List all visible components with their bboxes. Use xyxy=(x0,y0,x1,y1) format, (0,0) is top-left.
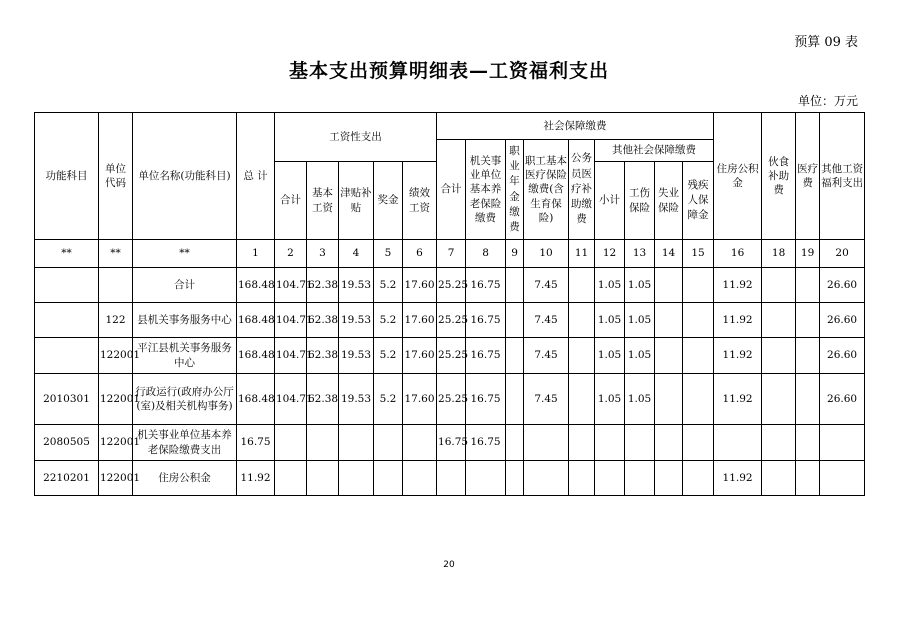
index-cell: 18 xyxy=(762,240,796,268)
unit-code-cell: 122 xyxy=(99,303,133,338)
medical-cell xyxy=(524,461,569,496)
civil-medical-cell xyxy=(569,461,595,496)
func-code-cell: 2210201 xyxy=(35,461,99,496)
basic-wage-cell xyxy=(307,461,339,496)
other-welfare-cell: 26.60 xyxy=(820,268,865,303)
housing-cell: 11.92 xyxy=(714,461,762,496)
index-cell: 19 xyxy=(796,240,820,268)
medical-cell: 7.45 xyxy=(524,268,569,303)
housing-cell xyxy=(714,425,762,461)
performance-cell: 17.60 xyxy=(403,268,437,303)
basic-wage-cell: 62.38 xyxy=(307,338,339,374)
hdr-performance: 绩效工资 xyxy=(403,162,437,240)
meal-cell xyxy=(762,461,796,496)
func-code-cell xyxy=(35,338,99,374)
hdr-annuity xyxy=(506,140,524,240)
index-cell: 14 xyxy=(655,240,683,268)
performance-cell xyxy=(403,425,437,461)
med-fee-cell xyxy=(796,461,820,496)
other-subtotal-cell: 1.05 xyxy=(595,303,625,338)
hdr-annuity-text: 职业年金缴费 xyxy=(509,144,520,233)
index-cell: 11 xyxy=(569,240,595,268)
hdr-wage-subtotal: 合计 xyxy=(275,162,307,240)
table-row xyxy=(35,374,865,425)
func-code-cell xyxy=(35,268,99,303)
unit-code-cell: 122001 xyxy=(99,338,133,374)
annuity-cell xyxy=(506,425,524,461)
meal-cell xyxy=(762,425,796,461)
table-row xyxy=(35,268,865,303)
injury-cell: 1.05 xyxy=(625,303,655,338)
hdr-housing: 住房公积金 xyxy=(714,113,762,240)
social-subtotal-cell: 16.75 xyxy=(437,425,466,461)
other-welfare-cell: 26.60 xyxy=(820,338,865,374)
injury-cell xyxy=(625,461,655,496)
unit-name-cell: 县机关事务服务中心 xyxy=(133,303,237,338)
other-welfare-cell xyxy=(820,425,865,461)
allowance-cell: 19.53 xyxy=(339,374,374,425)
basic-wage-cell xyxy=(307,425,339,461)
pension-cell xyxy=(466,461,506,496)
hdr-social-group: 社会保障缴费 xyxy=(437,113,714,140)
index-cell: 13 xyxy=(625,240,655,268)
disability-cell xyxy=(683,268,714,303)
hdr-wage-group: 工资性支出 xyxy=(275,113,437,162)
med-fee-cell xyxy=(796,268,820,303)
hdr-social-subtotal: 合计 xyxy=(437,140,466,240)
medical-cell: 7.45 xyxy=(524,374,569,425)
hdr-disability xyxy=(683,162,714,240)
civil-medical-cell xyxy=(569,268,595,303)
func-code-cell: 2010301 xyxy=(35,374,99,425)
disability-cell xyxy=(683,461,714,496)
wage-subtotal-cell: 104.71 xyxy=(275,303,307,338)
table-row xyxy=(35,461,865,496)
unit-label: 单位：万元 xyxy=(797,94,858,108)
index-cell: 15 xyxy=(683,240,714,268)
wage-subtotal-cell: 104.71 xyxy=(275,338,307,374)
injury-cell: 1.05 xyxy=(625,268,655,303)
disability-cell xyxy=(683,425,714,461)
medical-cell: 7.45 xyxy=(524,338,569,374)
wage-subtotal-cell xyxy=(275,461,307,496)
wage-subtotal-cell: 104.71 xyxy=(275,268,307,303)
medical-cell xyxy=(524,425,569,461)
budget-table xyxy=(34,112,865,496)
unit-name-cell: 住房公积金 xyxy=(133,461,237,496)
meal-cell xyxy=(762,303,796,338)
social-subtotal-cell: 25.25 xyxy=(437,268,466,303)
hdr-bonus: 奖金 xyxy=(374,162,403,240)
housing-cell: 11.92 xyxy=(714,374,762,425)
total-cell: 168.48 xyxy=(237,268,275,303)
hdr-disability-text: 残疾人保障金 xyxy=(687,178,709,222)
unemployment-cell xyxy=(655,374,683,425)
med-fee-cell xyxy=(796,374,820,425)
disability-cell xyxy=(683,374,714,425)
hdr-injury: 工伤保险 xyxy=(625,162,655,240)
performance-cell: 17.60 xyxy=(403,338,437,374)
other-welfare-cell xyxy=(820,461,865,496)
hdr-basic-wage: 基本工资 xyxy=(307,162,339,240)
hdr-total: 总 计 xyxy=(237,113,275,240)
unit-code-cell: 122001 xyxy=(99,374,133,425)
performance-cell: 17.60 xyxy=(403,303,437,338)
bonus-cell: 5.2 xyxy=(374,303,403,338)
hdr-allowance: 津贴补贴 xyxy=(339,162,374,240)
disability-cell xyxy=(683,338,714,374)
unit-code-cell: 122001 xyxy=(99,461,133,496)
performance-cell: 17.60 xyxy=(403,374,437,425)
annuity-cell xyxy=(506,338,524,374)
other-subtotal-cell: 1.05 xyxy=(595,338,625,374)
bonus-cell: 5.2 xyxy=(374,374,403,425)
hdr-medical: 职工基本医疗保险缴费(含生育保险) xyxy=(524,140,569,240)
index-cell: 16 xyxy=(714,240,762,268)
allowance-cell: 19.53 xyxy=(339,338,374,374)
bonus-cell: 5.2 xyxy=(374,338,403,374)
hdr-other-subtotal: 小计 xyxy=(595,162,625,240)
hdr-civil-medical xyxy=(569,140,595,240)
wage-subtotal-cell xyxy=(275,425,307,461)
index-cell: ** xyxy=(99,240,133,268)
unemployment-cell xyxy=(655,425,683,461)
annuity-cell xyxy=(506,461,524,496)
allowance-cell xyxy=(339,461,374,496)
index-cell: 4 xyxy=(339,240,374,268)
hdr-meal: 伙食补助费 xyxy=(762,113,796,240)
unemployment-cell xyxy=(655,303,683,338)
bonus-cell xyxy=(374,425,403,461)
housing-cell: 11.92 xyxy=(714,338,762,374)
unit-name-cell: 行政运行(政府办公厅(室)及相关机构事务) xyxy=(133,374,237,425)
medical-cell: 7.45 xyxy=(524,303,569,338)
injury-cell: 1.05 xyxy=(625,374,655,425)
pension-cell: 16.75 xyxy=(466,374,506,425)
bonus-cell: 5.2 xyxy=(374,268,403,303)
civil-medical-cell xyxy=(569,374,595,425)
allowance-cell xyxy=(339,425,374,461)
index-cell: 3 xyxy=(307,240,339,268)
hdr-other-welfare: 其他工资福利支出 xyxy=(820,113,865,240)
other-subtotal-cell: 1.05 xyxy=(595,374,625,425)
index-cell: ** xyxy=(133,240,237,268)
civil-medical-cell xyxy=(569,425,595,461)
pension-cell: 16.75 xyxy=(466,303,506,338)
index-cell: 20 xyxy=(820,240,865,268)
page-number: 20 xyxy=(443,560,455,570)
meal-cell xyxy=(762,374,796,425)
hdr-other-social-group: 其他社会保障缴费 xyxy=(595,140,714,162)
hdr-func-code: 功能科目 xyxy=(35,113,99,240)
total-cell: 168.48 xyxy=(237,338,275,374)
func-code-cell xyxy=(35,303,99,338)
social-subtotal-cell: 25.25 xyxy=(437,374,466,425)
table-row xyxy=(35,338,865,374)
meal-cell xyxy=(762,268,796,303)
pension-cell: 16.75 xyxy=(466,338,506,374)
bonus-cell xyxy=(374,461,403,496)
basic-wage-cell: 62.38 xyxy=(307,303,339,338)
civil-medical-cell xyxy=(569,303,595,338)
injury-cell xyxy=(625,425,655,461)
other-subtotal-cell: 1.05 xyxy=(595,268,625,303)
index-cell: 5 xyxy=(374,240,403,268)
index-cell: 9 xyxy=(506,240,524,268)
meal-cell xyxy=(762,338,796,374)
other-welfare-cell: 26.60 xyxy=(820,374,865,425)
wage-subtotal-cell: 104.71 xyxy=(275,374,307,425)
housing-cell: 11.92 xyxy=(714,268,762,303)
hdr-civil-medical-text: 公务员医疗补助缴费 xyxy=(571,152,593,226)
index-cell: 1 xyxy=(237,240,275,268)
total-cell: 168.48 xyxy=(237,374,275,425)
table-index-row xyxy=(35,240,865,268)
performance-cell xyxy=(403,461,437,496)
housing-cell: 11.92 xyxy=(714,303,762,338)
index-cell: 2 xyxy=(275,240,307,268)
index-cell: ** xyxy=(35,240,99,268)
index-cell: 7 xyxy=(437,240,466,268)
index-cell: 6 xyxy=(403,240,437,268)
social-subtotal-cell: 25.25 xyxy=(437,338,466,374)
basic-wage-cell: 62.38 xyxy=(307,268,339,303)
hdr-unemployment: 失业保险 xyxy=(655,162,683,240)
basic-wage-cell: 62.38 xyxy=(307,374,339,425)
disability-cell xyxy=(683,303,714,338)
other-subtotal-cell xyxy=(595,461,625,496)
table-body xyxy=(35,268,865,496)
hdr-med-fee: 医疗费 xyxy=(796,113,820,240)
unemployment-cell xyxy=(655,338,683,374)
injury-cell: 1.05 xyxy=(625,338,655,374)
form-number: 预算 09 表 xyxy=(794,35,858,50)
index-cell: 8 xyxy=(466,240,506,268)
med-fee-cell xyxy=(796,303,820,338)
social-subtotal-cell xyxy=(437,461,466,496)
allowance-cell: 19.53 xyxy=(339,268,374,303)
unit-name-cell: 机关事业单位基本养老保险缴费支出 xyxy=(133,425,237,461)
index-cell: 12 xyxy=(595,240,625,268)
annuity-cell xyxy=(506,303,524,338)
total-cell: 168.48 xyxy=(237,303,275,338)
pension-cell: 16.75 xyxy=(466,425,506,461)
index-cell: 10 xyxy=(524,240,569,268)
civil-medical-cell xyxy=(569,338,595,374)
annuity-cell xyxy=(506,268,524,303)
table-header xyxy=(35,113,865,240)
unit-code-cell xyxy=(99,268,133,303)
allowance-cell: 19.53 xyxy=(339,303,374,338)
other-subtotal-cell xyxy=(595,425,625,461)
annuity-cell xyxy=(506,374,524,425)
other-welfare-cell: 26.60 xyxy=(820,303,865,338)
func-code-cell: 2080505 xyxy=(35,425,99,461)
unemployment-cell xyxy=(655,461,683,496)
med-fee-cell xyxy=(796,425,820,461)
table-row xyxy=(35,303,865,338)
unit-name-cell: 合计 xyxy=(133,268,237,303)
table-row xyxy=(35,425,865,461)
total-cell: 11.92 xyxy=(237,461,275,496)
pension-cell: 16.75 xyxy=(466,268,506,303)
unit-code-cell: 122001 xyxy=(99,425,133,461)
med-fee-cell xyxy=(796,338,820,374)
hdr-unit-code: 单位代码 xyxy=(99,113,133,240)
total-cell: 16.75 xyxy=(237,425,275,461)
page-title: 基本支出预算明细表—工资福利支出 xyxy=(288,60,609,82)
unemployment-cell xyxy=(655,268,683,303)
social-subtotal-cell: 25.25 xyxy=(437,303,466,338)
hdr-pension: 机关事业单位基本养老保险缴费 xyxy=(466,140,506,240)
hdr-unit-name: 单位名称(功能科目) xyxy=(133,113,237,240)
unit-name-cell: 平江县机关事务服务中心 xyxy=(133,338,237,374)
